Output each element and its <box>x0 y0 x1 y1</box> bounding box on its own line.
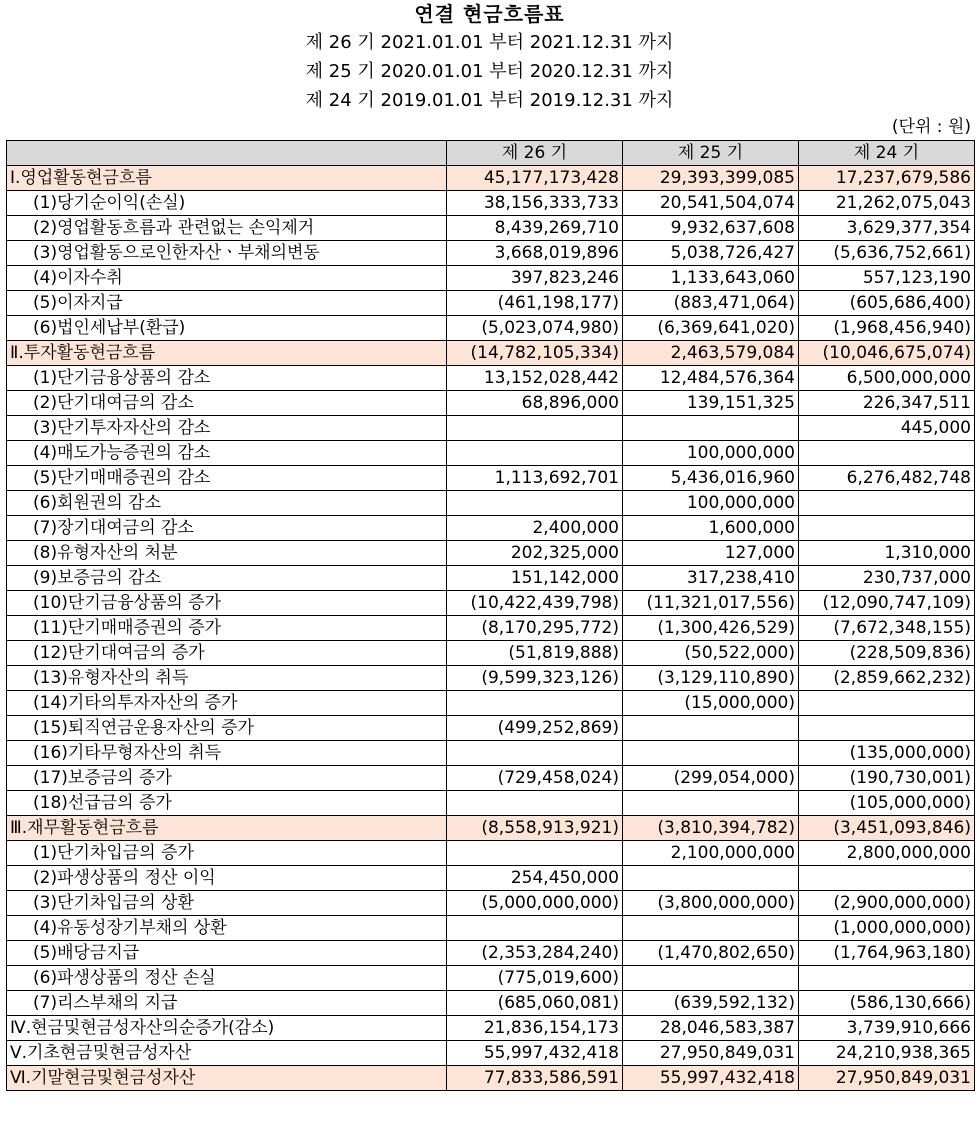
table-row <box>7 891 975 916</box>
value-cell <box>447 791 623 816</box>
value-cell: 127,000 <box>623 541 799 566</box>
value-cell: 55,997,432,418 <box>623 1066 799 1091</box>
value-cell: 3,739,910,666 <box>799 1016 975 1041</box>
value-cell: (190,730,001) <box>799 766 975 791</box>
value-cell: (8,170,295,772) <box>447 616 623 641</box>
row-label: (13)유형자산의 취득 <box>7 666 447 691</box>
table-row <box>7 666 975 691</box>
value-cell: 139,151,325 <box>623 391 799 416</box>
value-cell: 45,177,173,428 <box>447 166 623 191</box>
value-cell <box>623 741 799 766</box>
row-label: (4)이자수취 <box>7 266 447 291</box>
value-cell <box>623 916 799 941</box>
table-row <box>7 1041 975 1066</box>
row-label: Ⅰ.영업활동현금흐름 <box>7 166 447 191</box>
row-label: (8)유형자산의 처분 <box>7 541 447 566</box>
value-cell: 151,142,000 <box>447 566 623 591</box>
row-label: (10)단기금융상품의 증가 <box>7 591 447 616</box>
row-label: (6)파생상품의 정산 손실 <box>7 966 447 991</box>
row-label: (7)리스부채의 지급 <box>7 991 447 1016</box>
value-cell: (1,000,000,000) <box>799 916 975 941</box>
value-cell: 21,262,075,043 <box>799 191 975 216</box>
value-cell: 445,000 <box>799 416 975 441</box>
row-label: (3)단기차입금의 상환 <box>7 891 447 916</box>
value-cell: (3,810,394,782) <box>623 816 799 841</box>
section-row <box>7 816 975 841</box>
value-cell: 1,310,000 <box>799 541 975 566</box>
value-cell: 1,133,643,060 <box>623 266 799 291</box>
value-cell <box>623 966 799 991</box>
column-header <box>7 141 447 166</box>
value-cell <box>799 966 975 991</box>
value-cell: (1,300,426,529) <box>623 616 799 641</box>
row-label: (2)단기대여금의 감소 <box>7 391 447 416</box>
table-row <box>7 941 975 966</box>
value-cell: (2,859,662,232) <box>799 666 975 691</box>
value-cell: 2,463,579,084 <box>623 341 799 366</box>
value-cell <box>799 516 975 541</box>
report-header <box>0 0 979 115</box>
value-cell <box>447 841 623 866</box>
value-cell: 38,156,333,733 <box>447 191 623 216</box>
value-cell: (639,592,132) <box>623 991 799 1016</box>
table-row <box>7 641 975 666</box>
table-row <box>7 366 975 391</box>
row-label: (1)단기차입금의 증가 <box>7 841 447 866</box>
table-row <box>7 966 975 991</box>
value-cell: 100,000,000 <box>623 441 799 466</box>
row-label: (11)단기매매증권의 증가 <box>7 616 447 641</box>
row-label: (2)파생상품의 정산 이익 <box>7 866 447 891</box>
table-row <box>7 591 975 616</box>
row-label: Ⅵ.기말현금및현금성자산 <box>7 1066 447 1091</box>
value-cell: (10,046,675,074) <box>799 341 975 366</box>
value-cell: (1,764,963,180) <box>799 941 975 966</box>
value-cell: (15,000,000) <box>623 691 799 716</box>
value-cell: (586,130,666) <box>799 991 975 1016</box>
row-label: (5)배당금지급 <box>7 941 447 966</box>
value-cell: (11,321,017,556) <box>623 591 799 616</box>
value-cell: 317,238,410 <box>623 566 799 591</box>
table-body <box>7 166 975 1091</box>
section-row <box>7 166 975 191</box>
table-row <box>7 916 975 941</box>
row-label: Ⅲ.재무활동현금흐름 <box>7 816 447 841</box>
section-row <box>7 341 975 366</box>
table-row <box>7 766 975 791</box>
value-cell: (5,023,074,980) <box>447 316 623 341</box>
table-row <box>7 866 975 891</box>
row-label: (9)보증금의 감소 <box>7 566 447 591</box>
value-cell: (5,000,000,000) <box>447 891 623 916</box>
table-row <box>7 791 975 816</box>
period-line: 제 25 기 2020.01.01 부터 2020.12.31 까지 <box>305 61 674 82</box>
report-title: 연결 현금흐름표 <box>414 2 565 26</box>
cash-flow-table <box>6 140 975 1091</box>
row-label: (16)기타무형자산의 취득 <box>7 741 447 766</box>
value-cell: (3,451,093,846) <box>799 816 975 841</box>
value-cell <box>623 716 799 741</box>
row-label: (6)법인세납부(환급) <box>7 316 447 341</box>
value-cell: (1,968,456,940) <box>799 316 975 341</box>
row-label: (17)보증금의 증가 <box>7 766 447 791</box>
value-cell: 6,276,482,748 <box>799 466 975 491</box>
value-cell <box>623 791 799 816</box>
row-label: (7)장기대여금의 감소 <box>7 516 447 541</box>
table-row <box>7 316 975 341</box>
row-label: (1)당기순이익(손실) <box>7 191 447 216</box>
column-header: 제 26 기 <box>447 141 623 166</box>
value-cell: (499,252,869) <box>447 716 623 741</box>
row-label: (18)선급금의 증가 <box>7 791 447 816</box>
value-cell: 29,393,399,085 <box>623 166 799 191</box>
value-cell: (12,090,747,109) <box>799 591 975 616</box>
value-cell: 68,896,000 <box>447 391 623 416</box>
table-row <box>7 391 975 416</box>
table-row <box>7 416 975 441</box>
table-row <box>7 291 975 316</box>
value-cell: 3,668,019,896 <box>447 241 623 266</box>
table-row <box>7 1016 975 1041</box>
value-cell: (605,686,400) <box>799 291 975 316</box>
value-cell: 77,833,586,591 <box>447 1066 623 1091</box>
value-cell: 12,484,576,364 <box>623 366 799 391</box>
value-cell: 9,932,637,608 <box>623 216 799 241</box>
table-row <box>7 691 975 716</box>
table-row <box>7 616 975 641</box>
section-row <box>7 1066 975 1091</box>
value-cell: (3,129,110,890) <box>623 666 799 691</box>
value-cell: (3,800,000,000) <box>623 891 799 916</box>
period-line: 제 24 기 2019.01.01 부터 2019.12.31 까지 <box>305 90 674 111</box>
table-row <box>7 516 975 541</box>
value-cell <box>799 691 975 716</box>
row-label: (4)유동성장기부채의 상환 <box>7 916 447 941</box>
column-header: 제 24 기 <box>799 141 975 166</box>
value-cell: 1,600,000 <box>623 516 799 541</box>
value-cell: 2,800,000,000 <box>799 841 975 866</box>
value-cell: (228,509,836) <box>799 641 975 666</box>
value-cell <box>799 491 975 516</box>
row-label: (14)기타의투자자산의 증가 <box>7 691 447 716</box>
table-row <box>7 191 975 216</box>
value-cell: 2,400,000 <box>447 516 623 541</box>
value-cell: 100,000,000 <box>623 491 799 516</box>
value-cell: (1,470,802,650) <box>623 941 799 966</box>
value-cell: 6,500,000,000 <box>799 366 975 391</box>
table-row <box>7 541 975 566</box>
value-cell: 557,123,190 <box>799 266 975 291</box>
column-header: 제 25 기 <box>623 141 799 166</box>
value-cell: (8,558,913,921) <box>447 816 623 841</box>
value-cell <box>447 491 623 516</box>
value-cell: (6,369,641,020) <box>623 316 799 341</box>
table-row <box>7 241 975 266</box>
table-row <box>7 466 975 491</box>
value-cell: (50,522,000) <box>623 641 799 666</box>
value-cell <box>447 741 623 766</box>
value-cell: 5,436,016,960 <box>623 466 799 491</box>
value-cell: (883,471,064) <box>623 291 799 316</box>
row-label: (3)단기투자자산의 감소 <box>7 416 447 441</box>
row-label: Ⅳ.현금및현금성자산의순증가(감소) <box>7 1016 447 1041</box>
value-cell <box>447 441 623 466</box>
table-row <box>7 741 975 766</box>
value-cell: (5,636,752,661) <box>799 241 975 266</box>
value-cell: 13,152,028,442 <box>447 366 623 391</box>
table-row <box>7 441 975 466</box>
value-cell: (299,054,000) <box>623 766 799 791</box>
value-cell: (7,672,348,155) <box>799 616 975 641</box>
row-label: (1)단기금융상품의 감소 <box>7 366 447 391</box>
value-cell: 24,210,938,365 <box>799 1041 975 1066</box>
value-cell: 1,113,692,701 <box>447 466 623 491</box>
value-cell: (51,819,888) <box>447 641 623 666</box>
row-label: (5)이자지급 <box>7 291 447 316</box>
row-label: (2)영업활동흐름과 관련없는 손익제거 <box>7 216 447 241</box>
row-label: Ⅱ.투자활동현금흐름 <box>7 341 447 366</box>
value-cell <box>799 716 975 741</box>
row-label: Ⅴ.기초현금및현금성자산 <box>7 1041 447 1066</box>
value-cell: (2,900,000,000) <box>799 891 975 916</box>
table-row <box>7 266 975 291</box>
unit-label: (단위 : 원) <box>891 117 971 137</box>
value-cell: 55,997,432,418 <box>447 1041 623 1066</box>
value-cell <box>447 691 623 716</box>
value-cell <box>799 866 975 891</box>
value-cell: 5,038,726,427 <box>623 241 799 266</box>
value-cell: (685,060,081) <box>447 991 623 1016</box>
value-cell: 230,737,000 <box>799 566 975 591</box>
value-cell: 8,439,269,710 <box>447 216 623 241</box>
row-label: (15)퇴직연금운용자산의 증가 <box>7 716 447 741</box>
value-cell: 226,347,511 <box>799 391 975 416</box>
value-cell: (105,000,000) <box>799 791 975 816</box>
value-cell: 28,046,583,387 <box>623 1016 799 1041</box>
value-cell: (135,000,000) <box>799 741 975 766</box>
table-row <box>7 841 975 866</box>
value-cell: (10,422,439,798) <box>447 591 623 616</box>
value-cell: 254,450,000 <box>447 866 623 891</box>
value-cell: 202,325,000 <box>447 541 623 566</box>
value-cell <box>447 916 623 941</box>
value-cell: (14,782,105,334) <box>447 341 623 366</box>
table-row <box>7 716 975 741</box>
value-cell: (729,458,024) <box>447 766 623 791</box>
table-row <box>7 566 975 591</box>
value-cell: 27,950,849,031 <box>799 1066 975 1091</box>
table-row <box>7 491 975 516</box>
value-cell: (775,019,600) <box>447 966 623 991</box>
row-label: (12)단기대여금의 증가 <box>7 641 447 666</box>
value-cell <box>623 866 799 891</box>
value-cell <box>623 416 799 441</box>
value-cell: (461,198,177) <box>447 291 623 316</box>
value-cell: 2,100,000,000 <box>623 841 799 866</box>
row-label: (5)단기매매증권의 감소 <box>7 466 447 491</box>
value-cell: 3,629,377,354 <box>799 216 975 241</box>
row-label: (6)회원권의 감소 <box>7 491 447 516</box>
value-cell: 397,823,246 <box>447 266 623 291</box>
row-label: (4)매도가능증권의 감소 <box>7 441 447 466</box>
table-row <box>7 991 975 1016</box>
value-cell <box>799 441 975 466</box>
period-line: 제 26 기 2021.01.01 부터 2021.12.31 까지 <box>305 32 674 53</box>
value-cell: (9,599,323,126) <box>447 666 623 691</box>
value-cell: 21,836,154,173 <box>447 1016 623 1041</box>
value-cell: (2,353,284,240) <box>447 941 623 966</box>
value-cell: 20,541,504,074 <box>623 191 799 216</box>
value-cell: 17,237,679,586 <box>799 166 975 191</box>
row-label: (3)영업활동으로인한자산ㆍ부채의변동 <box>7 241 447 266</box>
value-cell <box>447 416 623 441</box>
table-header-row <box>7 141 975 166</box>
table-row <box>7 216 975 241</box>
value-cell: 27,950,849,031 <box>623 1041 799 1066</box>
